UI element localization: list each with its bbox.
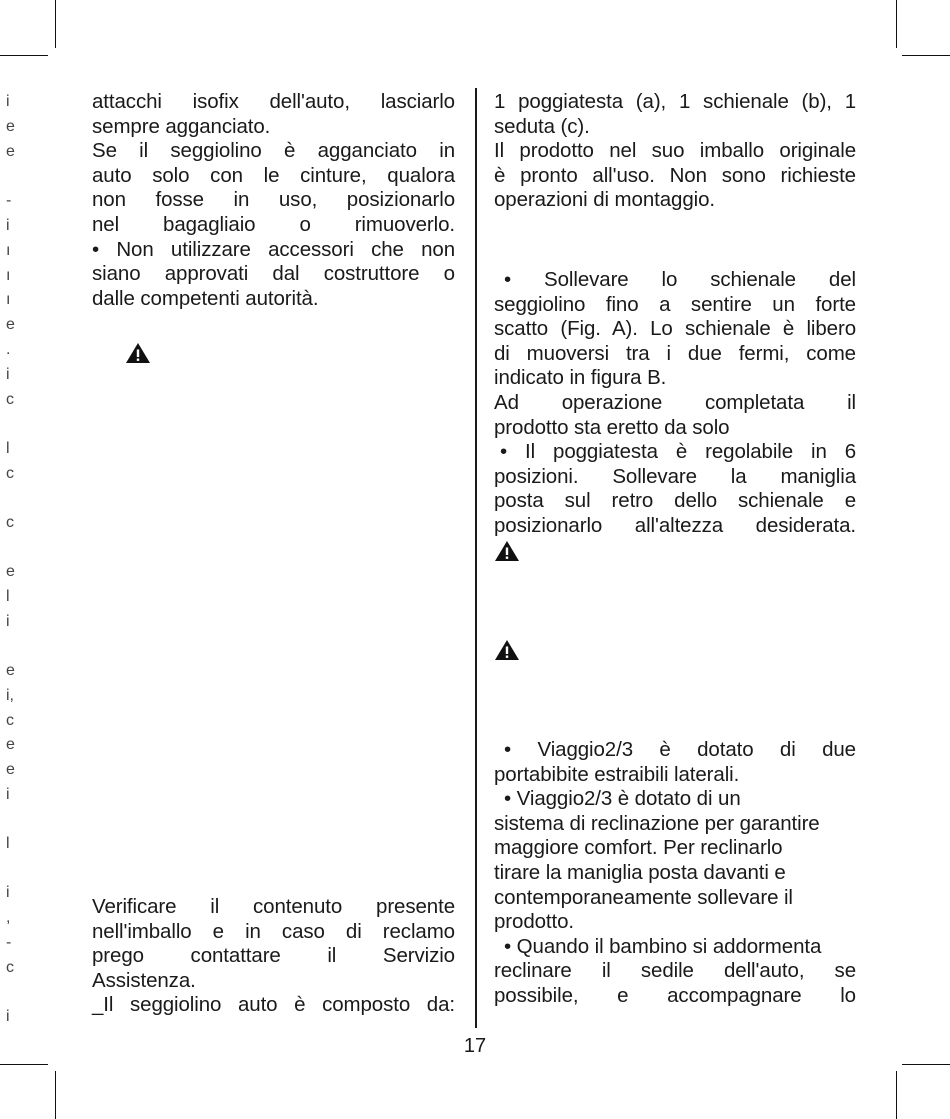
edge-char: l	[6, 440, 10, 457]
edge-char: i	[6, 884, 10, 901]
edge-char: -	[6, 192, 12, 209]
edge-char: i	[6, 786, 10, 803]
edge-char: i	[6, 93, 10, 110]
text-line: • Sollevare lo schienale del	[504, 268, 856, 291]
edge-char: c	[6, 391, 14, 408]
text-line: seduta (c).	[494, 114, 590, 138]
edge-char: i	[6, 1008, 10, 1025]
edge-char: ,	[6, 909, 11, 926]
edge-char: e	[6, 563, 15, 580]
warning-icon	[494, 639, 520, 661]
text-line: possibile, e accompagnare lo	[494, 983, 856, 1007]
edge-char: c	[6, 712, 14, 729]
text-line: è pronto all'uso. Non sono richieste	[494, 163, 856, 187]
edge-char: ı	[6, 242, 11, 259]
edge-char: i,	[6, 687, 14, 704]
edge-char: e	[6, 736, 15, 753]
text-line: prodotto.	[494, 910, 575, 934]
text-line: • Non utilizzare accessori che non	[92, 237, 455, 261]
crop-mark	[55, 0, 56, 48]
page-number: 17	[463, 1035, 487, 1057]
text-line: 1 poggiatesta (a), 1 schienale (b), 1	[494, 90, 856, 113]
text-line: sempre agganciato.	[92, 114, 271, 138]
text-line: attacchi isofix dell'auto, lasciarlo	[92, 90, 455, 113]
text-line: operazioni di montaggio.	[494, 188, 715, 212]
crop-mark	[902, 1064, 950, 1065]
text-line: nell'imballo e in caso di reclamo	[92, 919, 455, 943]
text-line: Ad operazione completata il	[494, 390, 856, 414]
text-line: portabibite estraibili laterali.	[494, 762, 740, 786]
text-line: sistema di reclinazione per garantire	[494, 811, 820, 835]
text-line: tirare la maniglia posta davanti e	[494, 860, 786, 884]
crop-mark	[55, 1071, 56, 1119]
text-line: maggiore comfort. Per reclinarlo	[494, 836, 783, 860]
edge-char: l	[6, 835, 10, 852]
right-column-block-1	[494, 90, 856, 213]
edge-char: i	[6, 613, 10, 630]
text-line: prego contattare il Servizio	[92, 944, 455, 968]
text-line: non fosse in uso, posizionarlo	[92, 188, 455, 212]
text-line: • Il poggiatesta è regolabile in 6	[500, 440, 856, 464]
edge-char: -	[6, 934, 12, 951]
text-line: • Quando il bambino si addormenta	[504, 934, 822, 958]
edge-char: ı	[6, 267, 11, 284]
edge-char: c	[6, 514, 14, 531]
warning-icon	[494, 540, 520, 562]
edge-char: e	[6, 662, 15, 679]
text-line: siano approvati dal costruttore o	[92, 262, 455, 286]
text-line: reclinare il sedile dell'auto, se	[494, 959, 856, 983]
edge-char: i	[6, 366, 10, 383]
text-line: Se il seggiolino è agganciato in	[92, 139, 455, 163]
edge-char: c	[6, 959, 14, 976]
left-column-block-1	[92, 90, 455, 311]
text-line: Verificare il contenuto presente	[92, 895, 455, 918]
column-divider	[475, 88, 477, 1028]
text-line: Il prodotto nel suo imballo originale	[494, 139, 856, 163]
text-line: posizioni. Sollevare la maniglia	[494, 464, 856, 488]
warning-icon	[125, 342, 151, 364]
text-line: posta sul retro dello schienale e	[494, 489, 856, 513]
crop-mark	[902, 55, 950, 56]
crop-mark	[0, 55, 48, 56]
text-line: dalle competenti autorità.	[92, 286, 319, 310]
text-line: _Il seggiolino auto è composto da:	[92, 993, 455, 1017]
edge-char: e	[6, 118, 15, 135]
text-line: • Viaggio2/3 è dotato di due	[504, 738, 856, 761]
left-column-block-2	[92, 895, 455, 1018]
text-line: posizionarlo all'altezza desiderata.	[494, 513, 856, 537]
crop-mark	[0, 1064, 48, 1065]
crop-mark	[896, 0, 897, 48]
text-line: • Viaggio2/3 è dotato di un	[504, 787, 741, 811]
edge-char: c	[6, 465, 14, 482]
text-line: seggiolino fino a sentire un forte	[494, 292, 856, 316]
edge-char: l	[6, 588, 10, 605]
edge-char: .	[6, 341, 11, 358]
right-column-block-2	[494, 268, 856, 539]
text-line: scatto (Fig. A). Lo schienale è libero	[494, 317, 856, 341]
text-line: di muoversi tra i due fermi, come	[494, 341, 856, 365]
edge-char: i	[6, 217, 10, 234]
crop-mark	[896, 1071, 897, 1119]
edge-char: ı	[6, 291, 11, 308]
text-line: prodotto sta eretto da solo	[494, 415, 730, 439]
text-line: Assistenza.	[92, 968, 196, 992]
text-line: auto solo con le cinture, qualora	[92, 163, 455, 187]
text-line: nel bagagliaio o rimuoverlo.	[92, 212, 455, 236]
edge-char: e	[6, 761, 15, 778]
edge-char: e	[6, 316, 15, 333]
right-column-block-3	[494, 738, 856, 1009]
text-line: contemporaneamente sollevare il	[494, 885, 793, 909]
edge-char: e	[6, 143, 15, 160]
text-line: indicato in figura B.	[494, 366, 667, 390]
